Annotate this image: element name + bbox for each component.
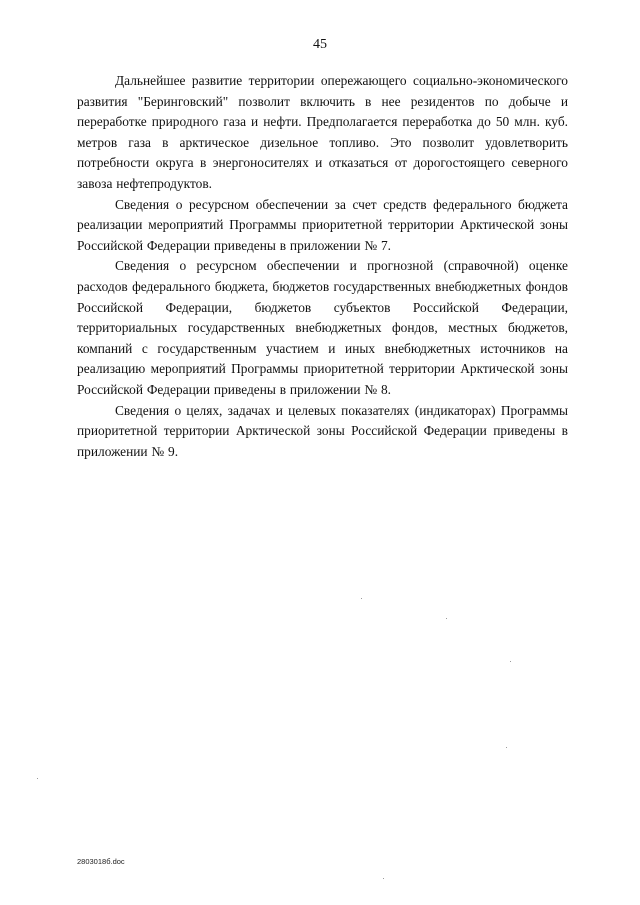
scan-speck — [510, 661, 511, 662]
scan-speck — [37, 778, 38, 779]
document-body — [77, 71, 568, 462]
paragraph-goals-indicators: Сведения о целях, задачах и целевых показателях (индикаторах) Программы приоритетной территории Арктической зоны Российской Федерации приведены в приложении № 9. — [77, 402, 568, 459]
scan-speck — [446, 618, 447, 619]
scan-speck — [361, 598, 362, 599]
paragraph-budget-forecast-resources: Сведения о ресурсном обеспечении и прогнозной (справочной) оценке расходов федерального бюджета, бюджетов государственных внебюджетных фондов Российской Федерации, бюджетов субъектов Российской Федерации, территориальных государственных внебюджетных фондов, местных бюджетов, компаний с государственным участием и иных внебюджетных источников на реализацию мероприятий Программы приоритетной территории Арктической зоны Российской Федерации приведены в приложении № 8. — [77, 258, 568, 397]
paragraph-federal-budget-resources: Сведения о ресурсном обеспечении за счет средств федерального бюджета реализации мероприятий Программы приоритетной территории Арктической зоны Российской Федерации приведены в приложении № 7. — [77, 196, 568, 253]
document-file-code: 2803018б.doc — [77, 857, 125, 866]
scan-speck — [506, 747, 507, 748]
scan-speck — [383, 878, 384, 879]
paragraph-beringovsky-development: Дальнейшее развитие территории опережающего социально-экономического развития "Беринговский" позволит включить в нее резидентов по добыче и переработке природного газа и нефти. Предполагается переработка до 50 млн. куб. метров газа в арктическое дизельное топливо. Это позволит удовлетворить потребности округа в энергоносителях и отказаться от дорогостоящего северного завоза нефтепродуктов. — [77, 73, 568, 191]
page-number: 45 — [313, 37, 327, 52]
